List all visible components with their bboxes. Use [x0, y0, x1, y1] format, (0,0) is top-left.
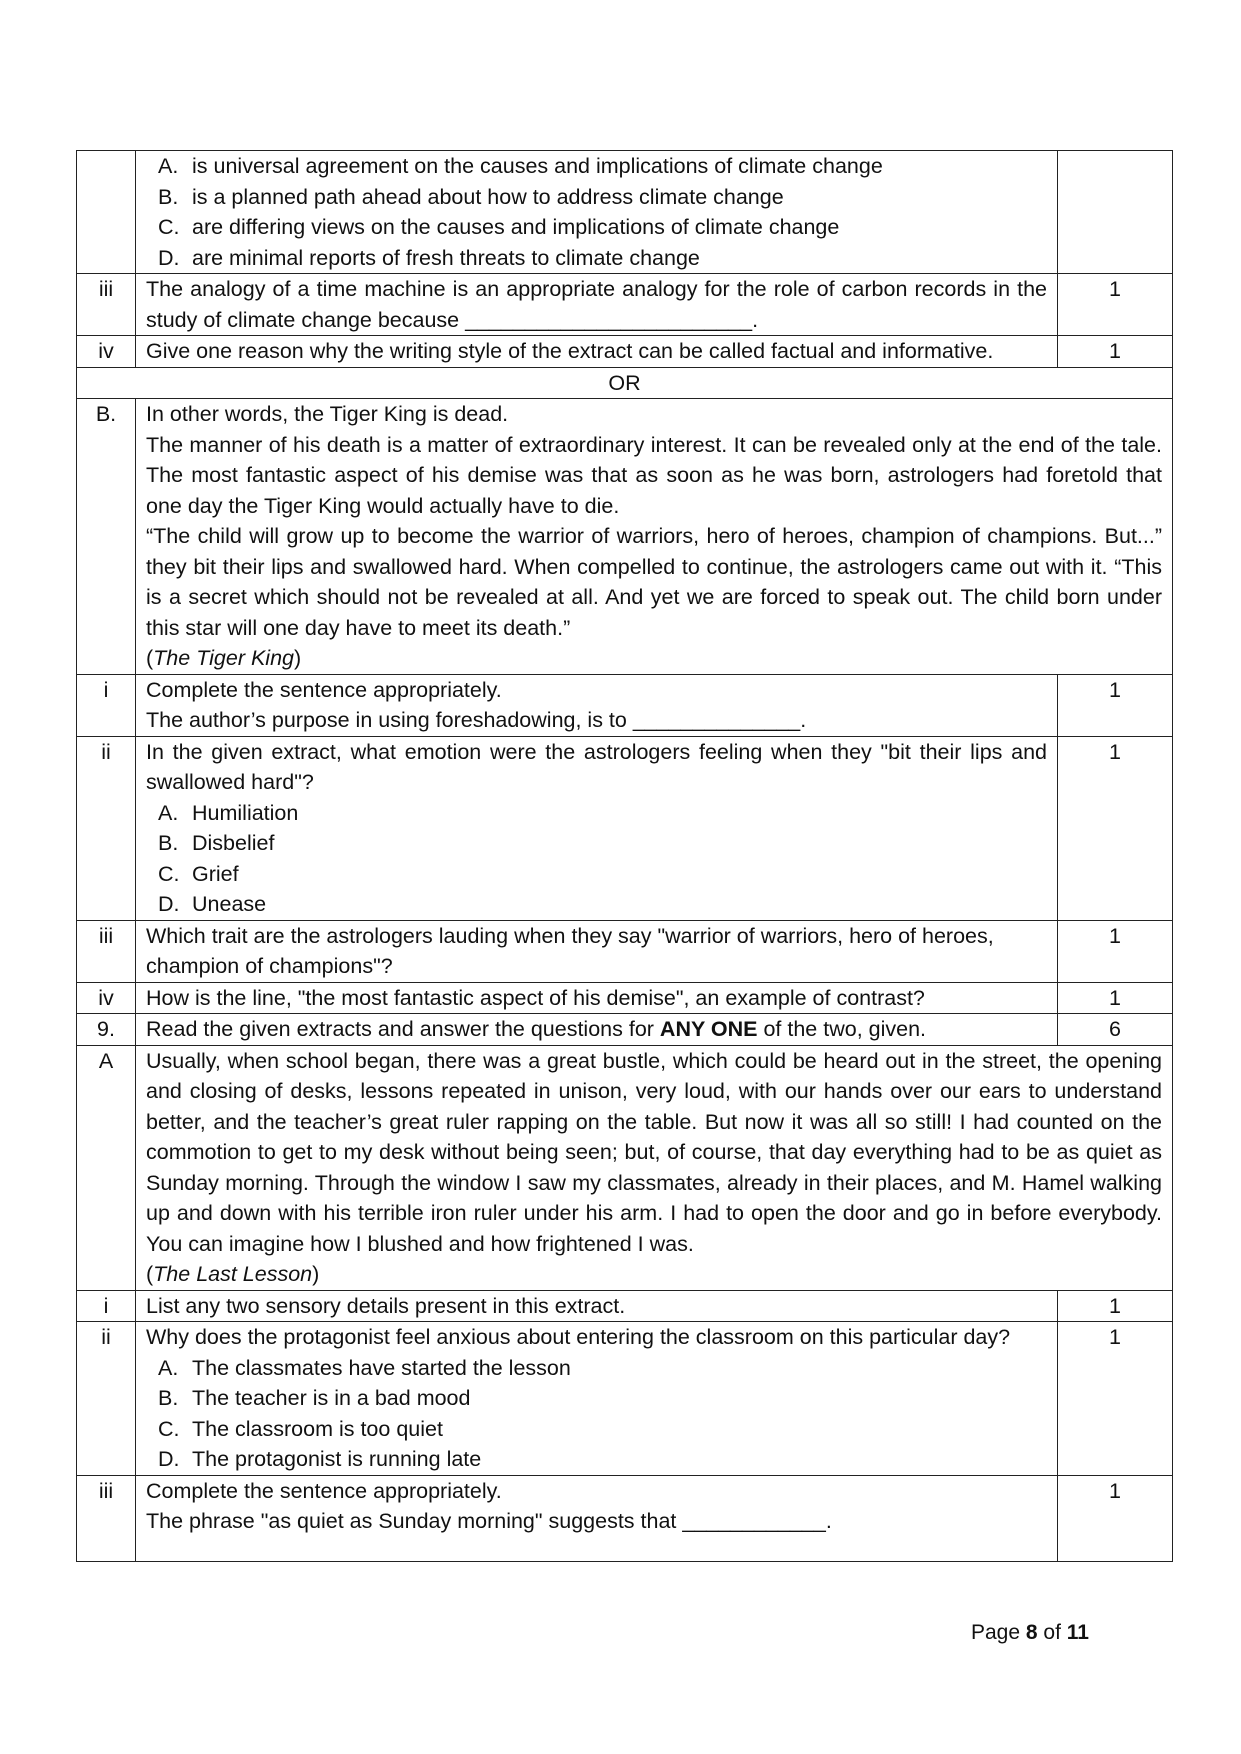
question-text: Complete the sentence appropriately.: [146, 1478, 502, 1503]
question-number: ii: [77, 736, 136, 920]
page-footer: [971, 1621, 1089, 1645]
footer-text: of: [1037, 1621, 1067, 1644]
emphasis-text: ANY ONE: [659, 1017, 758, 1041]
question-text: List any two sensory details present in this extract.: [136, 1290, 1058, 1322]
marks-cell: 1: [1058, 1322, 1173, 1476]
marks-cell: 1: [1058, 982, 1173, 1014]
passage-paragraph: Usually, when school began, there was a great bustle, which could be heard out in the street, the opening and closing of desks, lessons repeated in unison, very loud, with our hands over our ears to understand better, and the teacher’s great ruler rapping on the table. But now it was all so still! I had counted on the commotion to get to my desk without being seen; but, of course, that day everything had to be as quiet as Sunday morning. Through the window I saw my classmates, already in their places, and M. Hamel walking up and down with his terrible iron ruler under his arm. I had to open the door and go in before everybody. You can imagine how I blushed and how frightened I was.: [146, 1048, 1162, 1256]
question-text: The analogy of a time machine is an appropriate analogy for the role of carbon records in the study of climate change because ________________________.: [136, 274, 1058, 336]
option-text: The teacher is in a bad mood: [192, 1386, 471, 1410]
list-item: [158, 182, 1047, 213]
list-item: [158, 1383, 1047, 1414]
question-text: The phrase "as quiet as Sunday morning" suggests that ____________.: [146, 1509, 832, 1533]
table-row: [77, 1290, 1173, 1322]
table-row: [77, 274, 1173, 336]
passage-cell: [136, 399, 1173, 675]
passage-paragraph: In other words, the Tiger King is dead.: [146, 402, 509, 426]
list-item: [158, 1444, 1047, 1475]
question-cell: [136, 674, 1058, 736]
question-number: i: [77, 1290, 136, 1322]
marks-cell: 1: [1058, 920, 1173, 982]
current-page: 8: [1025, 1621, 1038, 1644]
list-item: [158, 212, 1047, 243]
option-letter: C.: [158, 1416, 180, 1441]
list-item: [158, 889, 1047, 920]
option-letter: A.: [158, 800, 179, 825]
marks-cell: 1: [1058, 736, 1173, 920]
source-title: The Last Lesson: [153, 1262, 313, 1286]
list-item: [158, 798, 1047, 829]
marks-cell: 1: [1058, 674, 1173, 736]
option-text: Disbelief: [192, 831, 275, 855]
question-number: 9.: [77, 1014, 136, 1046]
option-text: Unease: [192, 892, 267, 916]
question-text: How is the line, "the most fantastic aspect of his demise", an example of contrast?: [136, 982, 1058, 1014]
option-text: is a planned path ahead about how to address climate change: [192, 184, 784, 209]
question-text: Read the given extracts and answer the questions for: [146, 1017, 660, 1041]
option-text: The classroom is too quiet: [192, 1416, 443, 1441]
option-text: The classmates have started the lesson: [192, 1355, 571, 1380]
option-text: are differing views on the causes and implications of climate change: [192, 215, 840, 239]
table-row: [77, 982, 1173, 1014]
passage-paragraph: “The child will grow up to become the warrior of warriors, hero of heroes, champion of champions. But...” they bit their lips and swallowed hard. When compelled to continue, the astrologers came out with it. “This is a secret which should not be revealed at all. And yet we are forced to speak out. The child born under this star will one day have to meet its death.”: [146, 524, 1162, 640]
table-row: [77, 736, 1173, 920]
option-letter: B.: [158, 184, 179, 209]
question-cell: [136, 1014, 1058, 1046]
question-text: Complete the sentence appropriately.: [146, 677, 502, 702]
marks-cell: 1: [1058, 336, 1173, 368]
marks-cell: 1: [1058, 1290, 1173, 1322]
list-item: [158, 1353, 1047, 1384]
question-text: Give one reason why the writing style of the extract can be called factual and informative.: [136, 336, 1058, 368]
table-row: [77, 920, 1173, 982]
table-row: [77, 1045, 1173, 1290]
source-paren: (: [146, 646, 154, 670]
table-row: [77, 1322, 1173, 1476]
question-number: A: [77, 1045, 136, 1290]
option-text: is universal agreement on the causes and implications of climate change: [192, 154, 883, 178]
option-list: [146, 1353, 1047, 1475]
option-letter: A.: [158, 154, 179, 178]
total-pages: 11: [1066, 1621, 1089, 1644]
table-row: [77, 1014, 1173, 1046]
question-table-container: [76, 150, 1173, 1562]
marks-cell: [1058, 151, 1173, 274]
list-item: [158, 828, 1047, 859]
passage-cell: [136, 1045, 1173, 1290]
passage-source: [146, 1259, 1162, 1290]
question-cell: [136, 736, 1058, 920]
option-letter: C.: [158, 861, 180, 886]
question-cell: [136, 1475, 1058, 1561]
option-letter: D.: [158, 1447, 180, 1471]
passage-source: [146, 643, 1162, 674]
question-cell: [136, 1322, 1058, 1476]
question-number: iii: [77, 274, 136, 336]
marks-cell: 6: [1058, 1014, 1173, 1046]
option-letter: D.: [158, 892, 180, 916]
option-text: are minimal reports of fresh threats to climate change: [192, 245, 700, 270]
table-row: [77, 336, 1173, 368]
table-row: [77, 399, 1173, 675]
table-row: [77, 151, 1173, 274]
passage-paragraph: The manner of his death is a matter of extraordinary interest. It can be revealed only at the end of the tale. The most fantastic aspect of his demise was that as soon as he was born, astrologers had foretold that one day the Tiger King would actually have to die.: [146, 432, 1162, 518]
question-text: Which trait are the astrologers lauding when they say "warrior of warriors, hero of heroes, champion of champions"?: [136, 920, 1058, 982]
question-number: iv: [77, 336, 136, 368]
option-letter: A.: [158, 1355, 179, 1380]
option-letter: D.: [158, 245, 180, 270]
list-item: [158, 151, 1047, 182]
question-number: i: [77, 674, 136, 736]
table-row: [77, 1475, 1173, 1561]
question-number: iii: [77, 920, 136, 982]
table-row: [77, 367, 1173, 399]
source-paren: ): [312, 1262, 320, 1286]
question-number: iv: [77, 982, 136, 1014]
source-title: The Tiger King: [153, 646, 294, 670]
option-text: The protagonist is running late: [192, 1447, 482, 1471]
option-text: Grief: [192, 861, 239, 886]
question-text: The author’s purpose in using foreshadowing, is to ______________.: [146, 708, 807, 732]
option-list: [146, 151, 1047, 273]
question-text: of the two, given.: [757, 1017, 927, 1041]
question-number: B.: [77, 399, 136, 675]
footer-text: Page: [971, 1621, 1026, 1644]
question-text: Why does the protagonist feel anxious about entering the classroom on this particular day?: [146, 1325, 1011, 1349]
question-cell: [136, 151, 1058, 274]
question-number: iii: [77, 1475, 136, 1561]
option-list: [146, 798, 1047, 920]
list-item: [158, 243, 1047, 274]
question-table: [76, 150, 1173, 1562]
option-letter: B.: [158, 1386, 179, 1410]
list-item: [158, 859, 1047, 890]
option-text: Humiliation: [192, 800, 299, 825]
option-letter: B.: [158, 831, 179, 855]
source-paren: ): [294, 646, 302, 670]
marks-cell: 1: [1058, 274, 1173, 336]
table-row: [77, 674, 1173, 736]
option-letter: C.: [158, 215, 180, 239]
question-number: [77, 151, 136, 274]
marks-cell: 1: [1058, 1475, 1173, 1561]
source-paren: (: [146, 1262, 154, 1286]
list-item: [158, 1414, 1047, 1445]
or-divider: OR: [77, 367, 1173, 399]
question-text: In the given extract, what emotion were the astrologers feeling when they "bit their lips and swallowed hard"?: [146, 739, 1047, 794]
question-number: ii: [77, 1322, 136, 1476]
